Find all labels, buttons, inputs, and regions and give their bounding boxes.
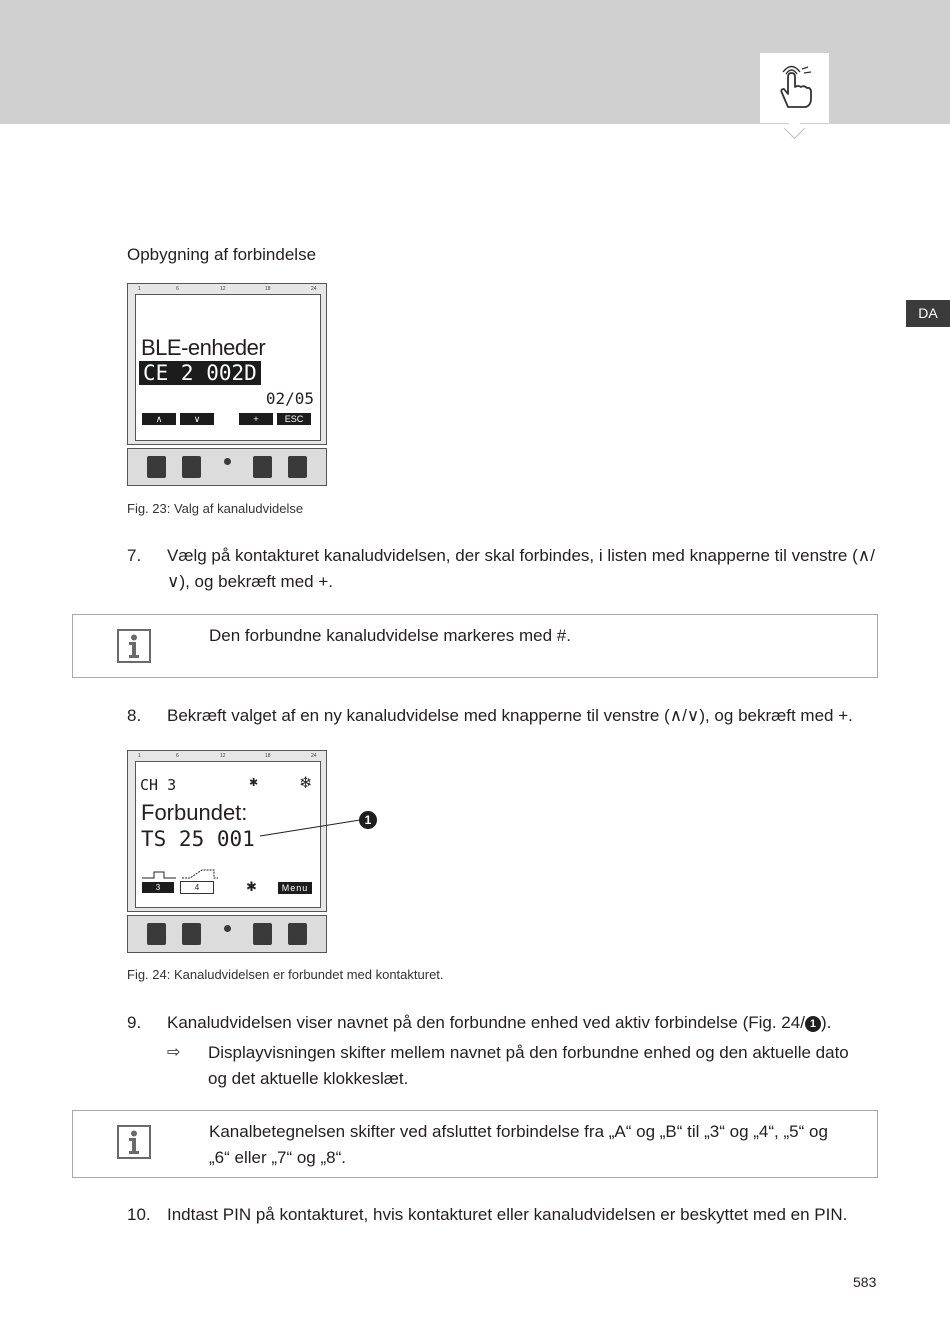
info-glyph <box>119 631 149 661</box>
device-button <box>182 923 201 945</box>
result-9 <box>167 1040 867 1092</box>
device-figure-23 <box>127 283 327 486</box>
step-text: Bekræft valget af en ny kanaludvidelse med knapperne til venstre (∧/∨), og bekræft med +. <box>167 706 853 725</box>
lcd-counter: 02/05 <box>265 389 314 408</box>
device-buttons <box>127 915 327 953</box>
note-text: Den forbundne kanaludvidelse markeres med #. <box>209 626 571 645</box>
step-text <box>167 1010 882 1036</box>
touch-gesture-icon <box>774 63 816 111</box>
step-number: 7. <box>127 546 142 565</box>
step-text: Vælg på kontakturet kanaludvidelsen, der skal forbindes, i listen med knapperne til venstre (∧/∨), og bekræft med +. <box>167 546 875 591</box>
scale-tick: 1 <box>138 753 141 759</box>
device-led <box>224 925 231 932</box>
device-led <box>224 458 231 465</box>
device-button <box>182 456 201 478</box>
lcd-device-name: TS 25 001 <box>141 827 255 851</box>
lcd-connected-label: Forbundet: <box>141 800 248 825</box>
device-frame <box>127 283 327 445</box>
scale-tick: 18 <box>265 753 271 759</box>
scale-tick: 6 <box>176 286 179 292</box>
bluetooth-icon: ✱ <box>249 777 259 789</box>
lcd-selected-device: CE 2 002D <box>139 361 261 385</box>
step-7 <box>127 543 887 595</box>
page-number: 583 <box>853 1274 877 1290</box>
scale-tick: 12 <box>220 753 226 759</box>
device-frame <box>127 750 327 912</box>
tab-pointer <box>784 118 805 139</box>
step-number: 8. <box>127 706 142 725</box>
step-9 <box>127 1010 887 1036</box>
lcd-title: BLE-enheder <box>141 335 266 360</box>
device-button <box>253 923 272 945</box>
step-number: 9. <box>127 1013 142 1032</box>
scale-tick: 12 <box>220 286 226 292</box>
device-button <box>147 923 166 945</box>
note-text: Kanalbetegnelsen skifter ved afsluttet forbindelse fra „A“ og „B“ til „3“ og „4“, „5“ og „6“ eller „7“ og „8“. <box>209 1122 828 1167</box>
step-text-part: ). <box>820 1013 832 1032</box>
softkey-esc: ESC <box>277 413 311 425</box>
info-icon <box>117 629 151 663</box>
channel-box-4: 4 <box>180 881 214 894</box>
bluetooth-icon: ✱ <box>246 879 257 894</box>
scale-tick: 1 <box>138 286 141 292</box>
language-tab: DA <box>906 300 950 327</box>
scale-tick: 6 <box>176 753 179 759</box>
channel-box-3: 3 <box>142 882 174 893</box>
figure-caption: Fig. 24: Kanaludvidelsen er forbundet med kontakturet. <box>127 967 444 982</box>
step-text: Indtast PIN på kontakturet, hvis kontakturet eller kanaludvidelsen er beskyttet med en PIN. <box>167 1205 848 1224</box>
scale-tick: 24 <box>311 753 317 759</box>
callout-badge: 1 <box>359 811 377 829</box>
device-buttons <box>127 448 327 486</box>
info-glyph <box>119 1127 149 1157</box>
switching-profile-icon <box>142 864 222 880</box>
figure-caption: Fig. 23: Valg af kanaludvidelse <box>127 501 304 516</box>
lcd-display <box>135 761 321 908</box>
scale-tick: 18 <box>265 286 271 292</box>
scale-ticks <box>128 753 326 761</box>
step-10 <box>127 1202 887 1228</box>
device-button <box>288 923 307 945</box>
device-button <box>147 456 166 478</box>
softkey-up: ∧ <box>142 413 176 425</box>
lcd-channel: CH 3 <box>140 776 177 794</box>
lcd-display <box>135 294 321 441</box>
softkey-menu: Menu <box>278 882 312 894</box>
result-arrow-icon: ⇨ <box>167 1044 181 1061</box>
scale-ticks <box>128 286 326 294</box>
step-8 <box>127 703 887 729</box>
touch-tab <box>760 53 829 123</box>
section-heading: Opbygning af forbindelse <box>127 245 317 264</box>
softkey-plus: + <box>239 413 273 425</box>
device-button <box>288 456 307 478</box>
info-icon <box>117 1125 151 1159</box>
info-note <box>72 614 878 678</box>
snowflake-icon: ❄ <box>299 775 313 792</box>
softkey-down: ∨ <box>180 413 214 425</box>
device-button <box>253 456 272 478</box>
step-number: 10. <box>127 1205 151 1224</box>
result-text: Displayvisningen skifter mellem navnet på den forbundne enhed og den aktuelle dato og det aktuelle klokkeslæt. <box>208 1043 849 1088</box>
scale-tick: 24 <box>311 286 317 292</box>
callout-badge: 1 <box>805 1016 821 1032</box>
device-figure-24 <box>127 750 327 953</box>
info-note <box>72 1110 878 1178</box>
step-text-part: Kanaludvidelsen viser navnet på den forbundne enhed ved aktiv forbindelse (Fig. 24/ <box>167 1013 805 1032</box>
